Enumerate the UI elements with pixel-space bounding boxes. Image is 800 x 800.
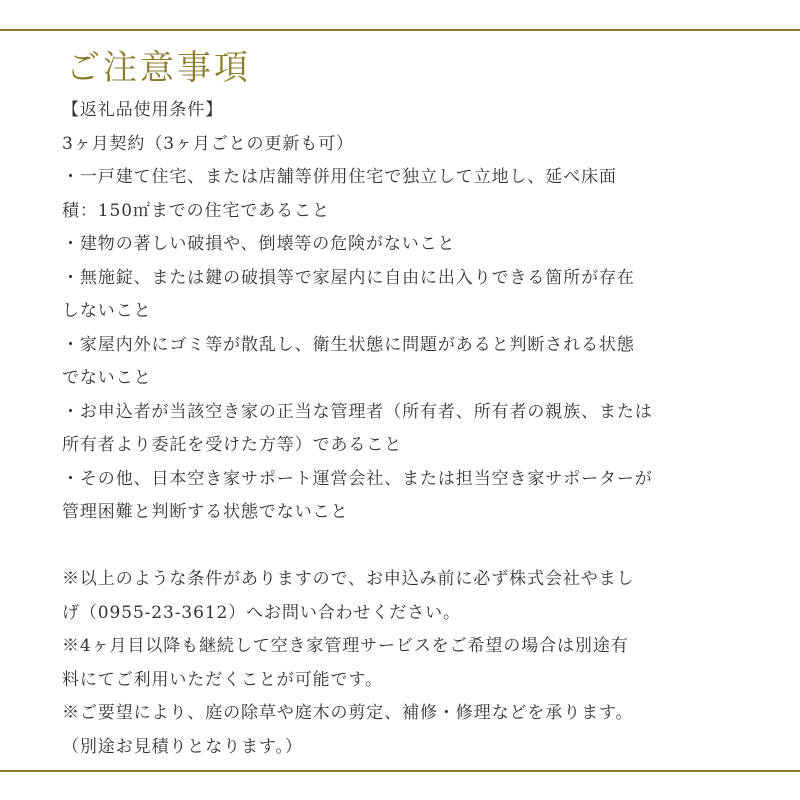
note-line: ※4ヶ月目以降も継続して空き家管理サービスをご希望の場合は別途有 bbox=[62, 636, 629, 656]
conditions-heading: 【返礼品使用条件】 bbox=[62, 100, 224, 120]
condition-line: 所有者より委託を受けた方等）であること bbox=[62, 435, 403, 455]
top-divider bbox=[0, 29, 800, 31]
note-line: 料にてご利用いただくことが可能です。 bbox=[62, 669, 383, 690]
notice-section bbox=[62, 44, 762, 764]
condition-line: ・お申込者が当該空き家の正当な管理者（所有者、所有者の親族、または bbox=[62, 401, 653, 422]
note-line: げ（0955-23-3612）へお問い合わせください。 bbox=[62, 602, 461, 623]
page-title: ご注意事項 bbox=[66, 48, 251, 88]
condition-line: しないこと bbox=[62, 301, 152, 321]
condition-line: ・無施錠、または鍵の破損等で家屋内に自由に出入りできる箇所が存在 bbox=[62, 267, 635, 288]
note-line: ※以上のような条件がありますので、お申込み前に必ず株式会社やまし bbox=[62, 569, 635, 589]
notice-body bbox=[62, 94, 762, 764]
condition-line: ・一戸建て住宅、または店舗等併用住宅で独立して立地し、延べ床面 bbox=[62, 167, 617, 187]
condition-line: ・家屋内外にゴミ等が散乱し、衛生状態に問題があると判断される状態 bbox=[62, 334, 635, 355]
bottom-divider bbox=[0, 770, 800, 772]
condition-line: 積：150㎡までの住宅であること bbox=[62, 200, 330, 221]
contract-term: 3ヶ月契約（3ヶ月ごとの更新も可） bbox=[62, 133, 354, 154]
condition-line: 管理困難と判断する状態でないこと bbox=[62, 502, 349, 522]
condition-line: ・その他、日本空き家サポート運営会社、または担当空き家サポーターが bbox=[62, 468, 653, 489]
condition-line: ・建物の著しい破損や、倒壊等の危険がないこと bbox=[62, 234, 456, 254]
note-line: ※ご要望により、庭の除草や庭木の剪定、補修・修理などを承ります。 bbox=[62, 703, 634, 723]
condition-line: でないこと bbox=[62, 368, 152, 388]
note-line: （別途お見積りとなります。） bbox=[62, 736, 303, 757]
blank-line bbox=[62, 530, 762, 564]
